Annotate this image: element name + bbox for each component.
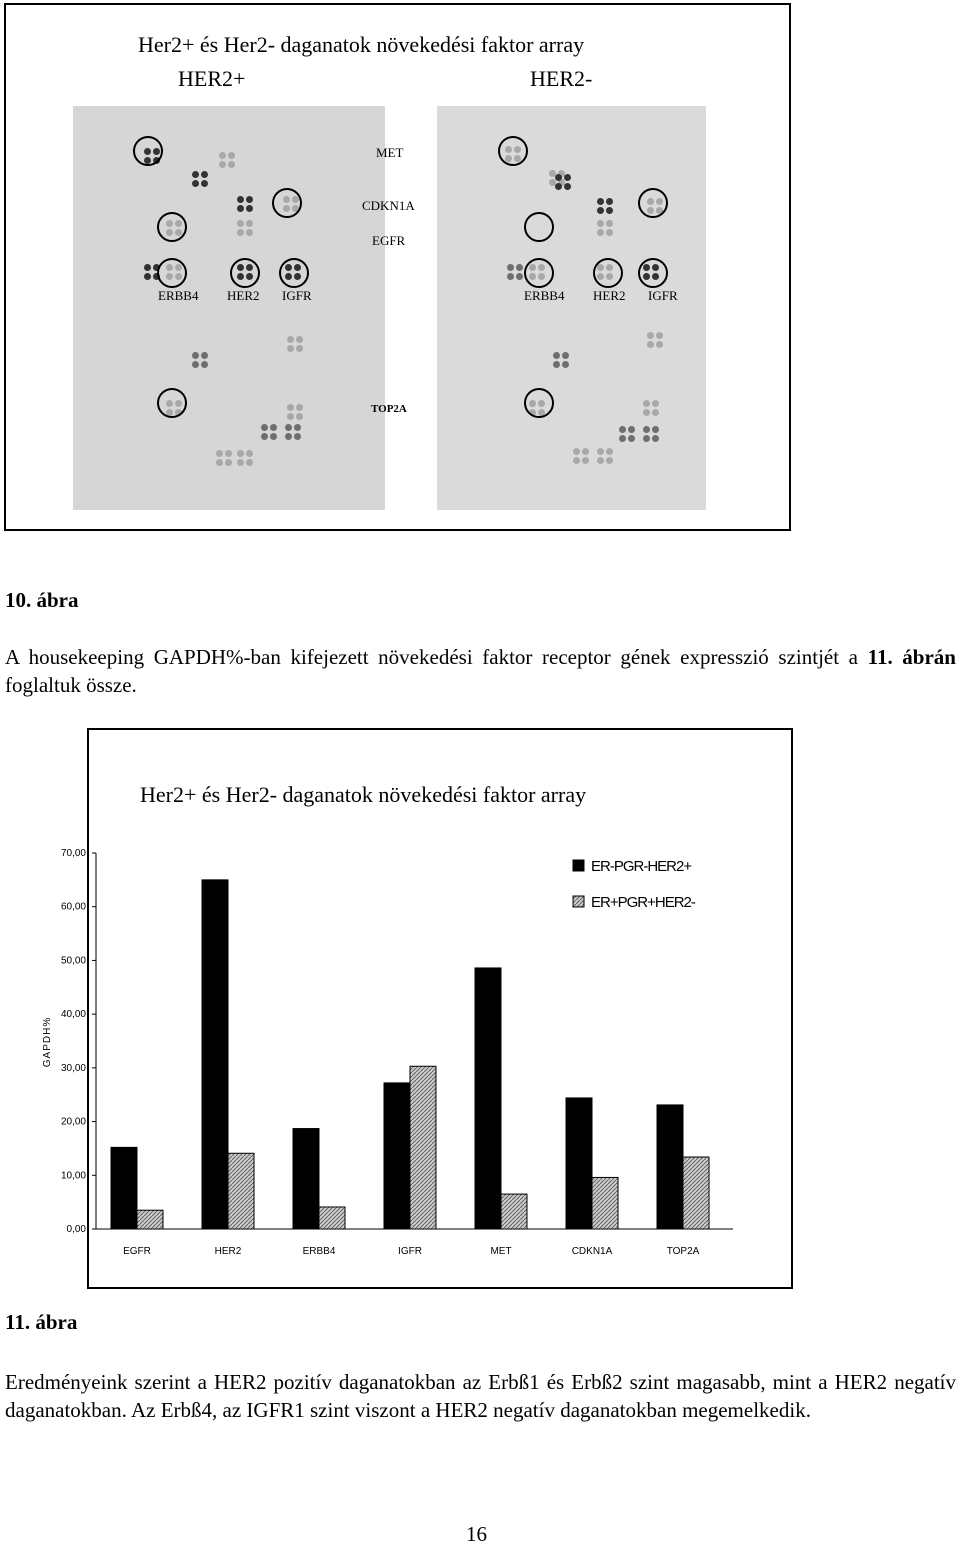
x-tick-label: CDKN1A	[571, 1246, 613, 1257]
x-tick-label: HER2	[214, 1246, 242, 1257]
bar-her2-series-1	[202, 880, 228, 1229]
y-tick-label: 30,00	[60, 1062, 86, 1074]
gene-label-igfr-left: IGFR	[282, 288, 312, 303]
paragraph-2: Eredményeink szerint a HER2 pozitív daganatokban az Erbß1 és Erbß2 szint magasabb, mint a HER2 negatív daganatokban. Az Erbß4, az IGFR1 szint viszont a HER2 negatív daganatokban megemelkedik.	[5, 1370, 956, 1422]
bar-igfr-series-1	[384, 1083, 410, 1229]
gene-label-egfr: EGFR	[372, 233, 406, 248]
gene-label-erbb4-left: ERBB4	[158, 288, 199, 303]
gene-label-cdkn1a: CDKN1A	[362, 198, 415, 213]
bar-top2a-series-2	[683, 1157, 709, 1229]
y-tick-label: 60,00	[60, 901, 86, 913]
bar-cdkn1a-series-1	[566, 1098, 592, 1229]
legend-swatch	[573, 860, 584, 871]
gene-label-her2-left: HER2	[227, 288, 260, 303]
bar-egfr-series-1	[111, 1147, 137, 1229]
bar-igfr-series-2	[410, 1066, 436, 1229]
legend-label: ER-PGR-HER2+	[591, 858, 692, 875]
bar-erbb4-series-1	[293, 1129, 319, 1229]
gene-label-met: MET	[376, 145, 404, 160]
x-tick-label: ERBB4	[302, 1246, 336, 1257]
bar-met-series-2	[501, 1194, 527, 1229]
x-tick-label: IGFR	[398, 1246, 422, 1257]
her2-positive-label: HER2+	[178, 66, 246, 91]
gene-label-top2a: TOP2A	[371, 403, 407, 415]
x-tick-label: TOP2A	[666, 1246, 700, 1257]
paragraph-1-text-end: foglaltuk össze.	[5, 673, 137, 697]
x-tick-label: EGFR	[123, 1246, 151, 1257]
legend-swatch	[573, 896, 584, 907]
y-tick-label: 50,00	[60, 955, 86, 967]
figure-10-caption: 10. ábra	[5, 588, 79, 612]
her2-negative-label: HER2-	[530, 66, 593, 91]
page-number: 16	[466, 1522, 487, 1546]
bar-met-series-1	[475, 968, 501, 1229]
bar-cdkn1a-series-2	[592, 1177, 618, 1229]
gene-label-erbb4-right: ERBB4	[524, 288, 565, 303]
paragraph-1-text: A housekeeping GAPDH%-ban kifejezett növekedési faktor receptor gének expresszió szintjét a	[5, 645, 868, 669]
gene-label-her2-right: HER2	[593, 288, 626, 303]
legend-label: ER+PGR+HER2-	[591, 894, 695, 911]
y-tick-label: 20,00	[60, 1116, 86, 1128]
bar-erbb4-series-2	[319, 1207, 345, 1229]
bar-top2a-series-1	[657, 1105, 683, 1229]
y-tick-label: 40,00	[60, 1009, 86, 1021]
bar-her2-series-2	[228, 1153, 254, 1229]
y-tick-label: 10,00	[60, 1170, 86, 1182]
y-axis-label: GAPDH%	[42, 1016, 53, 1068]
chart-title: Her2+ és Her2- daganatok növekedési faktor array	[140, 782, 587, 807]
y-tick-label: 70,00	[60, 848, 86, 859]
figure-10-title: Her2+ és Her2- daganatok növekedési faktor array	[138, 32, 585, 57]
bar-egfr-series-2	[137, 1210, 163, 1229]
figure-reference: 11. ábrán	[867, 645, 956, 669]
figure-11-caption: 11. ábra	[5, 1310, 78, 1334]
y-tick-label: 0,00	[66, 1224, 86, 1235]
gene-label-igfr-right: IGFR	[648, 288, 678, 303]
x-tick-label: MET	[490, 1246, 512, 1257]
